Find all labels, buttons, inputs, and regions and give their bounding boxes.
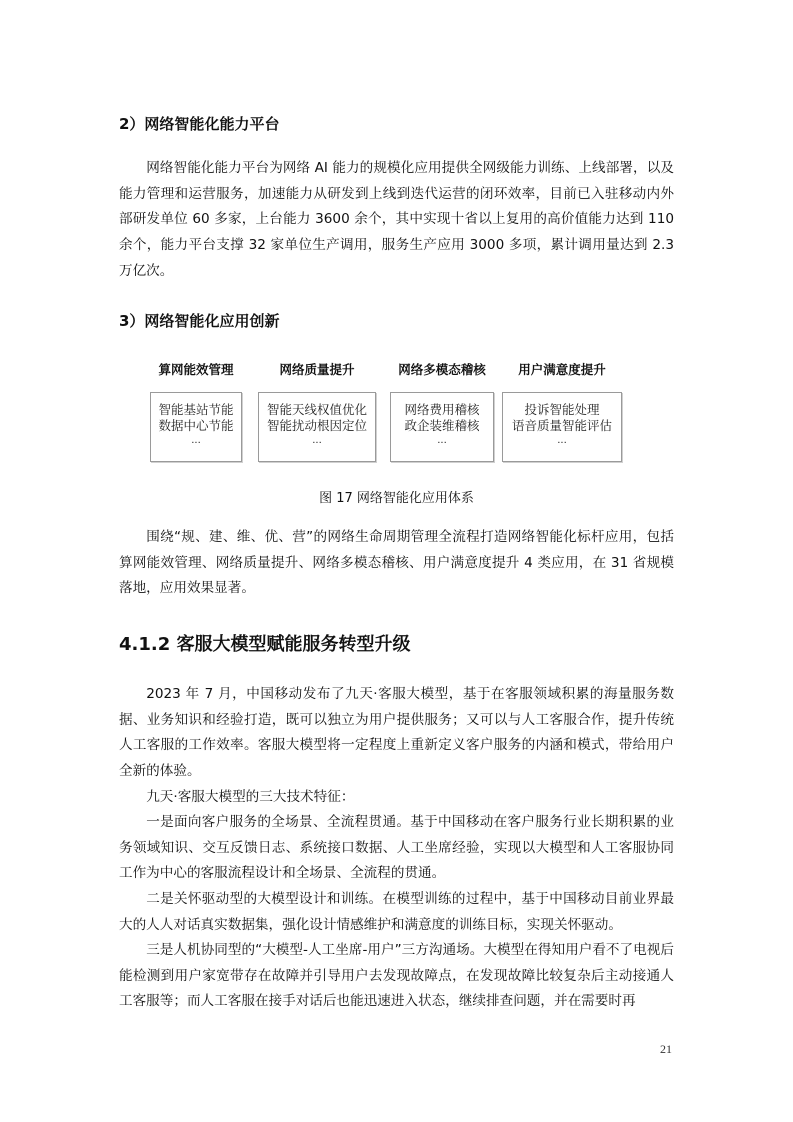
section-heading-application: 3）网络智能化应用创新 — [119, 312, 280, 330]
figure-column-title: 网络质量提升 — [279, 362, 355, 377]
paragraph-platform: 网络智能化能力平台为网络 AI 能力的规模化应用提供全网级能力训练、上线部署，以及能力管理和运营服务，加速能力从研发到上线到迭代运营的闭环效率，目前已入驻移动内外部研发单位 60 多家，上台能力 3600 余个，其中实现十省以上复用的高价值能力达到 110 余个，能力平台支撑 32 家单位生产调用，服务生产应用 3000 多项，累计调用量达到 2.3 万亿次。 — [119, 160, 674, 279]
figure-column-audit — [390, 358, 494, 462]
section-heading-customer-service: 4.1.2 客服大模型赋能服务转型升级 — [119, 634, 411, 655]
paragraph-feature-two: 二是关怀驱动型的大模型设计和训练。在模型训练的过程中，基于中国移动目前业界最大的人人对话真实数据集，强化设计情感维护和满意度的训练目标，实现关怀驱动。 — [119, 891, 674, 933]
figure-column-title: 网络多模态稽核 — [398, 362, 486, 377]
figure-box-line: 网络费用稽核 — [404, 402, 480, 417]
paragraph-features-intro: 九天·客服大模型的三大技术特征： — [146, 789, 355, 805]
figure-box-ellipsis: ... — [312, 435, 322, 446]
figure-box-line: 数据中心节能 — [158, 418, 234, 433]
figure-box — [502, 392, 622, 462]
figure-box-line: 智能天线权值优化 — [266, 402, 367, 417]
figure-box-line: 语音质量智能评估 — [511, 418, 612, 433]
figure-column-title: 算网能效管理 — [158, 362, 234, 377]
figure-box-ellipsis: ... — [557, 435, 567, 446]
figure-box-ellipsis: ... — [191, 435, 201, 446]
figure-box — [390, 392, 494, 462]
application-system-figure — [140, 358, 640, 468]
paragraph-feature-one: 一是面向客户服务的全场景、全流程贯通。基于中国移动在客户服务行业长期积累的业务领域知识、交互反馈日志、系统接口数据、人工坐席经验，实现以大模型和人工客服协同工作为中心的客服流程设计和全场景、全流程的贯通。 — [119, 814, 674, 882]
figure-box — [150, 392, 242, 462]
paragraph-feature-three: 三是人机协同型的“大模型-人工坐席-用户”三方沟通场。大模型在得知用户看不了电视后能检测到用户家宽带存在故障并引导用户去发现故障点，在发现故障比较复杂后主动接通人工客服等；而人工客服在接手对话后也能迅速进入状态，继续排查问题，并在需要时再 — [119, 942, 674, 1010]
figure-caption: 图 17 网络智能化应用体系 — [319, 491, 474, 506]
paragraph-intro: 2023 年 7 月，中国移动发布了九天·客服大模型，基于在客服领域积累的海量服务数据、业务知识和经验打造，既可以独立为用户提供服务；又可以与人工客服合作，提升传统人工客服的工作效率。客服大模型将一定程度上重新定义客户服务的内涵和模式，带给用户全新的体验。 — [119, 686, 674, 780]
figure-box-line: 智能基站节能 — [158, 402, 234, 417]
figure-box-line: 政企装维稽核 — [404, 418, 480, 433]
figure-column-quality — [258, 358, 376, 462]
figure-box-line: 智能扰动根因定位 — [266, 418, 367, 433]
figure-column-satisfaction — [502, 358, 622, 462]
figure-column-energy — [150, 358, 242, 462]
figure-box-ellipsis: ... — [437, 435, 447, 446]
figure-box — [258, 392, 376, 462]
figure-column-title: 用户满意度提升 — [518, 362, 606, 377]
paragraph-application: 围绕“规、建、维、优、营”的网络生命周期管理全流程打造网络智能化标杆应用，包括算网能效管理、网络质量提升、网络多模态稽核、用户满意度提升 4 类应用，在 31 省规模落地，应用效果显著。 — [119, 529, 674, 597]
figure-box-line: 投诉智能处理 — [524, 402, 600, 417]
section-heading-platform: 2）网络智能化能力平台 — [119, 115, 280, 133]
page-number: 21 — [660, 1042, 672, 1056]
